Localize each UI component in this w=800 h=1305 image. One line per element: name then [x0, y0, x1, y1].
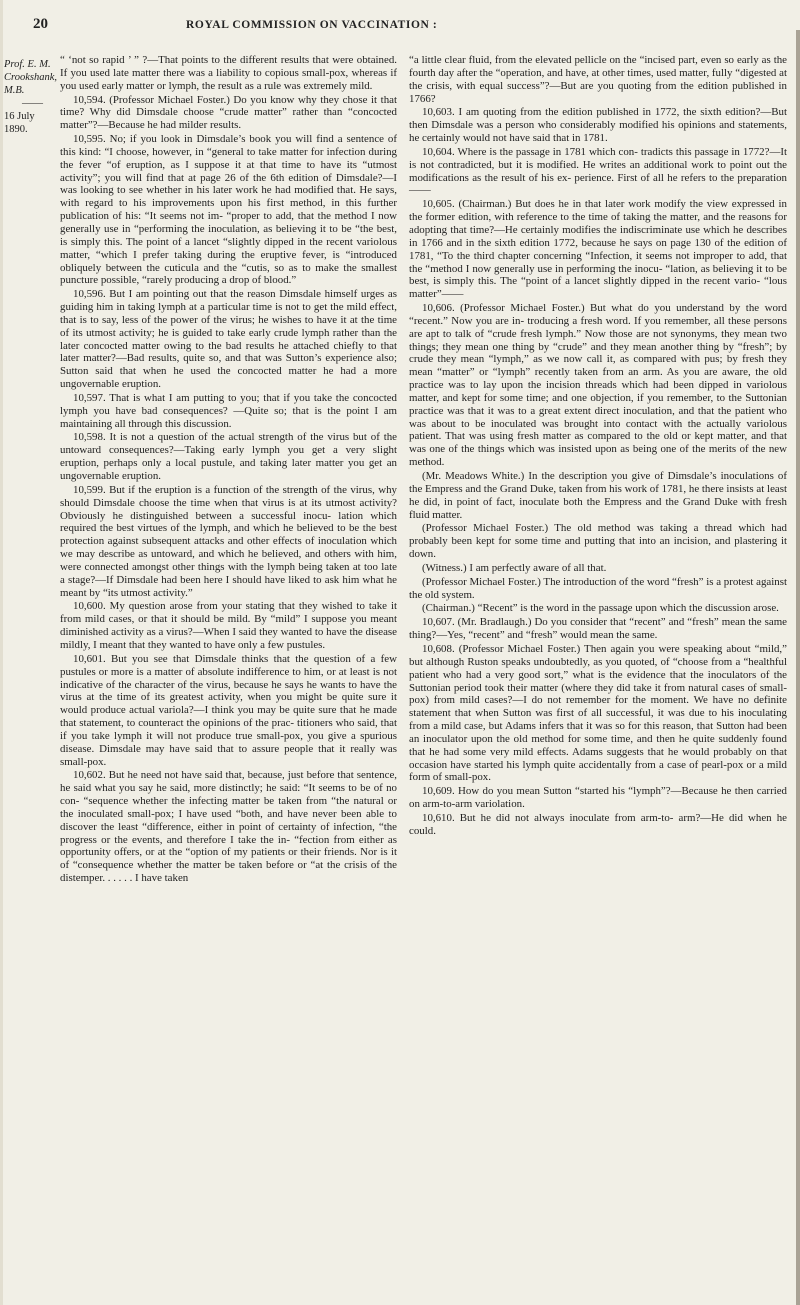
- paragraph: 10,610. But he did not always inoculate from arm-to- arm?—He did when he could.: [409, 811, 787, 837]
- running-title: ROYAL COMMISSION ON VACCINATION :: [186, 19, 438, 31]
- paragraph: 10,602. But he need not have said that, because, just before that sentence, he said what you say he said, more distinctly; he said: “It seems to be of no con- “sequence whether the infecting matter be taken from “the natural or the inoculated small-pox; I have used “both, and have never been able to discover the least “difference, either in point of certainty of infection, “the progress or the events, and therefore I take the in- “fection from either as opportunity offers, or at the “option of my patients or their friends. Nor is it of “consequence whether the matter be taken before or “at the crisis of the distemper. . . . . . I have taken: [60, 769, 397, 885]
- paragraph: 10,600. My question arose from your stating that they wished to take it from mild cases, or that it should be mild. By “mild” I suppose you meant diminished activity as a virus?—When I said they wanted to have the disease mildly, I meant that they wanted to have only a few pustules.: [60, 600, 397, 651]
- page-edge-left: [0, 0, 3, 1305]
- paragraph: 10,599. But if the eruption is a function of the strength of the virus, why should Dimsdale choose the time when that virus is at its utmost activity? Obviously he distinguished between a successful inocu- lation which required the best virtues of the lymph, and which he believed to be the best protection against subsequent attacks and other effects of inoculation which we may describe as untoward, and which he believed, and others with him, were connected amongst other things with the lymph being taken at too late a stage?—If Dimsdale had been here I should have liked to ask him what he meant by “its utmost activity.”: [60, 483, 397, 599]
- paragraph: 10,605. (Chairman.) But does he in that later work modify the view expressed in the former edition, with reference to the time of taking the matter, and the reasons for adopting that time?—He certainly modifies the indiscriminate use which he describes in 1766 and in the sixth edition 1772, because he says on page 130 of the edition of 1781, “To the third chapter concerning “Infection, it seems not improper to add, that the “method I now generally use in performing the inocu- “lation, as believing it to be best, is simply this. The “point of a lancet slightly dipped in the recent vario- “lous matter”——: [409, 198, 787, 301]
- paragraph: (Mr. Meadows White.) In the description you give of Dimsdale’s inoculations of the Empress and the Grand Duke, taken from his work of 1781, he there insists at least he did, in point of fact, inoculate both the Empress and the Grand Duke with fresh fluid matter.: [409, 470, 787, 521]
- witness-name: Prof. E. M.: [4, 59, 51, 70]
- witness-degree: M.B.: [4, 85, 25, 96]
- paragraph: (Witness.) I am perfectly aware of all that.: [422, 561, 607, 574]
- paragraph: 10,597. That is what I am putting to you; that if you take the concocted lymph you have bad consequences? —Quite so; that is the point I am maintaining all through this discussion.: [60, 391, 397, 430]
- paragraph: 10,606. (Professor Michael Foster.) But what do you understand by the word “recent.” Now you are in- troducing a fresh word. If you remember, all these persons are apt to talk of “crude fresh lymph.” Now those are not synonyms, they mean two things; they mean one thing by “crude” and they mean another thing by “fresh”; by crude they mean “lymph,” as we now call it, as compared with pus; by fresh they mean “matter” or “lymph” recently taken from an arm. As you are aware, the old practice was to lay upon the incision threads which had been dipped in variolous matter, and kept for some time; and one objection, if you remember, to the Suttonian practice was that it was to a great extent direct inoculation, and that the patient who was about to be inoculated was brought into contact with the actually variolous patient. That was using fresh matter as compared to the old or kept matter, and that was one of the things which was insisted upon as being one of the merits of the new method.: [409, 302, 787, 469]
- witness-surname: Crookshank,: [4, 72, 57, 83]
- paragraph: 10,608. (Professor Michael Foster.) Then again you were speaking about “mild,” but although Ruston speaks undoubtedly, as you quoted, of “choose from a “healthful patient who had a very good sort,” what is the evidence that the inoculators of the Suttonian period took their matter (where they did take it from natural cases of small-pox) from mild cases?—I do not remember for the moment. We have no definite statement that when Sutton was first of all successful, it was due to his inoculating from a mild case, but Adams infers that it was so for this reason, that Sutton had been an inoculator upon the old method for some time, and then he quite suddenly found that he had some very mild effects. Adams suggests that he would probably on that occasion have started his lymph quite accidentally from a case of pearl-pox or a mild form of small-pox.: [409, 642, 787, 784]
- paragraph: (Professor Michael Foster.) The old method was taking a thread which had probably been kept for some time and putting that into an incision, and plastering it down.: [409, 522, 787, 561]
- paragraph: “a little clear fluid, from the elevated pellicle on the “incised part, even so early as the fourth day after the “operation, and have, at other times, used matter, fully “digested at the crisis, with equal success”?—But are you quoting from the edition published in 1766?: [409, 54, 787, 105]
- right-column: [409, 54, 787, 839]
- paragraph: 10,596. But I am pointing out that the reason Dimsdale himself urges as guiding him in taking lymph at a particular time is not to get the mild effect, that is to say, less of the power of the virus; he wishes to have it at the time of its utmost activity; he is guided to take early crude lymph rather than the later concocted matter owing to the bad results he attached chiefly to that later matter?—Bad results, quite so, and that was Sutton’s experience also; Sutton said that when he used the concocted matter he had a more ungovernable eruption.: [60, 288, 397, 391]
- paragraph: 10,607. (Mr. Bradlaugh.) Do you consider that “recent” and “fresh” mean the same thing?—Yes, “recent” and “fresh” would mean the same.: [409, 616, 787, 642]
- paragraph: 10,601. But you see that Dimsdale thinks that the question of a few pustules or more is a matter of absolute indifference to him, or at least is not indicative of the character of the virus, because he says he wants to have the virus at the time of its greatest activity, when you might be quite sure it would produce actual variola?—I think you may be quite sure that he made that statement, to counteract the opinions of the prac- titioners who said, that if you take lymph it will not produce true small-pox, you give a spurious disease. Dimsdale may have said that to assure people that it really was small-pox.: [60, 652, 397, 768]
- page-header: [0, 10, 800, 40]
- paragraph: 10,594. (Professor Michael Foster.) Do you know why they chose it that time? Why did Dimsdale choose “crude matter” rather than “concocted matter”?—Because he had milder results.: [60, 93, 397, 132]
- paragraph: (Chairman.) “Recent” is the word in the passage upon which the discussion arose.: [422, 602, 779, 615]
- paragraph: 10,603. I am quoting from the edition published in 1772, the sixth edition?—But then Dimsdale was a person who considerably modified his opinions and statements, he certainly would not have said that in 1781.: [409, 106, 787, 145]
- paragraph: 10,609. How do you mean Sutton “started his “lymph”?—Because he then carried on arm-to-arm variolation.: [409, 785, 787, 811]
- paragraph: (Professor Michael Foster.) The introduction of the word “fresh” is a protest against the old system.: [409, 575, 787, 601]
- margin-note: [4, 58, 56, 136]
- margin-dash: ——: [22, 98, 43, 109]
- page-edge-right: [796, 30, 800, 1305]
- paragraph: 10,604. Where is the passage in 1781 which con- tradicts this passage in 1772?—It is not contradicted, but it is modified. He writes an additional work to point out the modifications as the result of his ex- perience. First of all he refers to the preparation——: [409, 145, 787, 197]
- paragraph: 10,595. No; if you look in Dimsdale’s book you will find a sentence of this kind: “I choose, however, in “general to take matter for infection during the fever “of eruption, as I suppose it at that time to have its “utmost activity”; you will find that at page 26 of the 6th edition of Dimsdale?—I was looking to see whether in his later work he had modified that. He says, with regard to his improvements upon his first method, in this further publication of his: “It seems not im- “proper to add, that the method I now generally use in “performing the inoculation, as believing it to be “the best, is simply this. The point of a lancet “slightly dipped in the recent variolous matter, “which I prefer taking during the eruptive fever, is “introduced obliquely between the cuticula and the “cutis, so as to make the smallest puncture possible, “rarely producing a drop of blood.”: [60, 133, 397, 287]
- page-number: 20: [33, 16, 48, 32]
- session-date: 16 July 1890.: [4, 111, 35, 135]
- paragraph: “ ‘not so rapid ’ ” ?—That points to the different results that were obtained. If you used late matter there was a liability to copious small-pox, whereas if you used early matter or lymph, the result as a rule was extremely mild.: [60, 54, 397, 92]
- left-column: [60, 54, 397, 886]
- paragraph: 10,598. It is not a question of the actual strength of the virus but of the untoward consequences?—Taking early lymph you get a very slight eruption, perhaps only a local pustule, and taking later matter you get an ungovernable eruption.: [60, 431, 397, 482]
